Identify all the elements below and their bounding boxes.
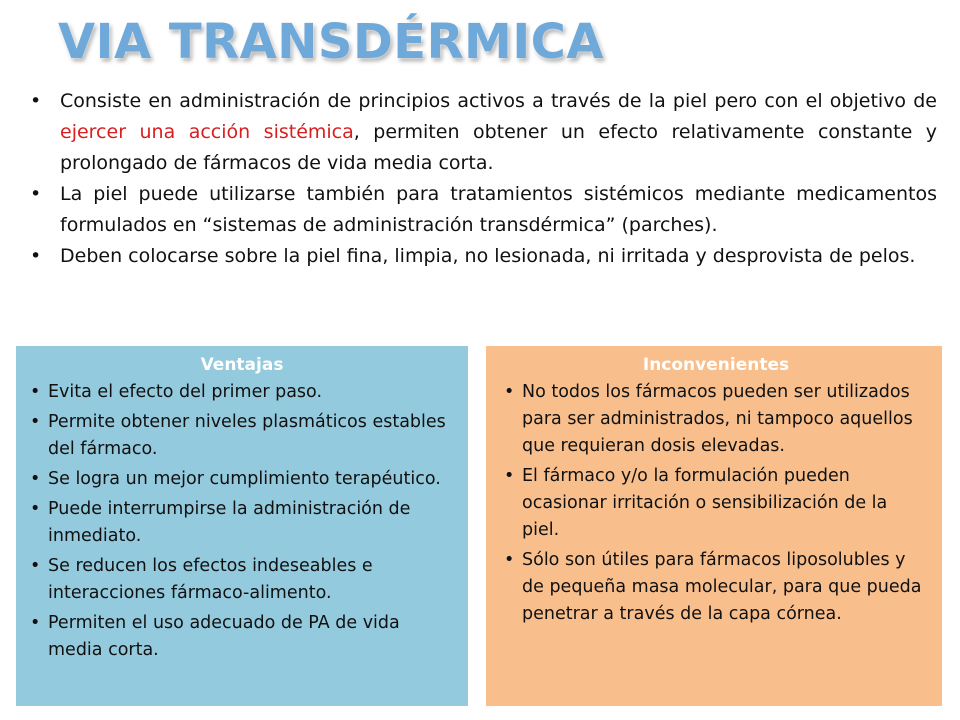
inconvenientes-item	[504, 463, 928, 544]
bullet-dot-icon: •	[30, 183, 42, 205]
bullet-dot-icon: •	[30, 556, 41, 576]
bullet-dot-icon: •	[30, 469, 41, 489]
bullet-item	[30, 86, 937, 179]
ventajas-item-text: Se logra un mejor cumplimiento terapéutico.	[48, 469, 441, 489]
ventajas-item-text: Evita el efecto del primer paso.	[48, 382, 323, 402]
ventajas-list	[30, 379, 454, 664]
bullet-dot-icon: •	[30, 412, 41, 432]
ventajas-item-text: Permiten el uso adecuado de PA de vida media corta.	[48, 613, 400, 660]
ventajas-item	[30, 409, 454, 463]
bullet-text: , permiten obtener un efecto relativamente constante y prolongado de fármacos de vida media corta.	[60, 121, 937, 174]
ventajas-item	[30, 610, 454, 664]
bullet-item	[30, 179, 937, 241]
inconvenientes-box	[486, 346, 942, 706]
ventajas-item	[30, 379, 454, 406]
slide-title: VIA TRANSDÉRMICA	[58, 14, 605, 70]
bullet-dot-icon: •	[30, 382, 41, 402]
bullet-dot-icon: •	[504, 466, 515, 486]
inconvenientes-list	[504, 379, 928, 628]
bullet-dot-icon: •	[30, 90, 42, 112]
bullet-item	[30, 241, 937, 272]
bullet-dot-icon: •	[30, 613, 41, 633]
ventajas-item-text: Puede interrumpirse la administración de inmediato.	[48, 499, 411, 546]
ventajas-item-text: Permite obtener niveles plasmáticos estables del fármaco.	[48, 412, 446, 459]
inconvenientes-item	[504, 547, 928, 628]
bullet-dot-icon: •	[504, 550, 515, 570]
inconvenientes-title: Inconvenientes	[642, 355, 790, 375]
inconvenientes-item-text: Sólo son útiles para fármacos liposolubles y de pequeña masa molecular, para que pueda penetrar a través de la capa córnea.	[522, 550, 922, 624]
bullet-dot-icon: •	[30, 245, 42, 267]
bullet-dot-icon: •	[504, 382, 515, 402]
ventajas-item	[30, 466, 454, 493]
bullet-text: Consiste en administración de principios activos a través de la piel pero con el objetivo de	[60, 90, 937, 112]
ventajas-box	[16, 346, 468, 706]
bullet-dot-icon: •	[30, 499, 41, 519]
ventajas-item	[30, 496, 454, 550]
highlighted-text: ejercer una acción sistémica	[60, 121, 354, 143]
main-bullet-list	[30, 86, 937, 272]
inconvenientes-item-text: El fármaco y/o la formulación pueden ocasionar irritación o sensibilización de la piel.	[522, 466, 888, 540]
ventajas-item	[30, 553, 454, 607]
inconvenientes-item	[504, 379, 928, 460]
bullet-text: Deben colocarse sobre la piel fina, limpia, no lesionada, ni irritada y desprovista de pelos.	[60, 245, 916, 267]
ventajas-item-text: Se reducen los efectos indeseables e interacciones fármaco-alimento.	[48, 556, 373, 603]
bullet-text: La piel puede utilizarse también para tratamientos sistémicos mediante medicamentos formulados en “sistemas de administración transdérmica” (parches).	[60, 183, 937, 236]
inconvenientes-item-text: No todos los fármacos pueden ser utilizados para ser administrados, ni tampoco aquellos que requieran dosis elevadas.	[522, 382, 913, 456]
ventajas-title: Ventajas	[200, 355, 284, 375]
